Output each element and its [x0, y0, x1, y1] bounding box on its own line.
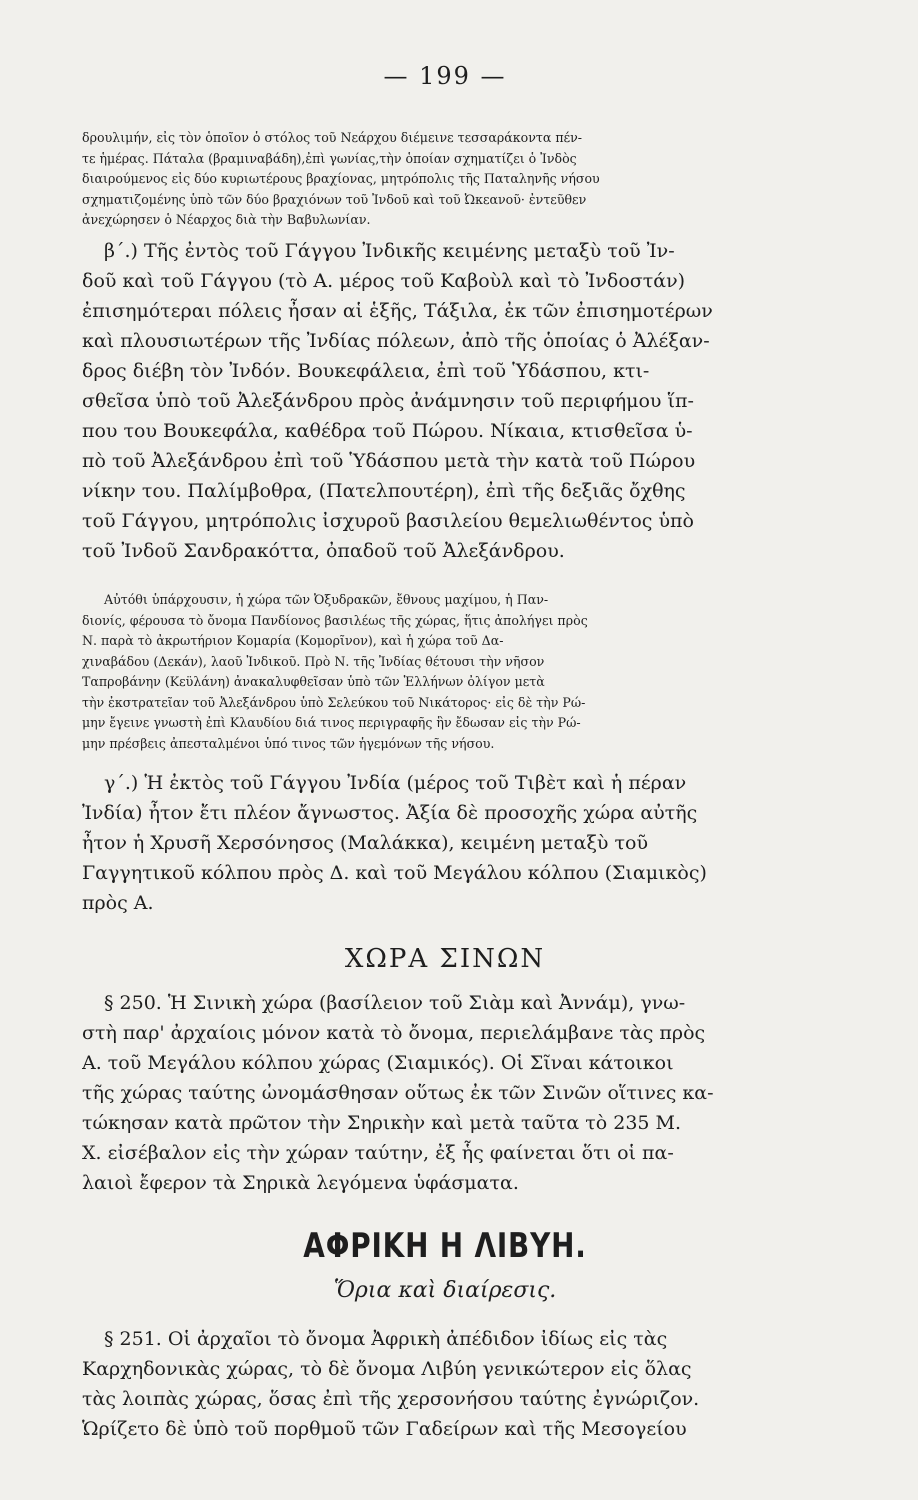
- text-line: Καρχηδονικὰς χώρας, τὸ δὲ ὄνομα Λιβύη γενικώτερον εἰς ὅλας: [82, 1358, 692, 1380]
- paragraph-india-beyond-ganges: [82, 768, 812, 918]
- text-line: διονίς, φέρουσα τὸ ὄνομα Πανδίονος βασιλέως τῆς χώρας, ἥτις ἀπολήγει πρὸς: [82, 612, 588, 628]
- text-line: ἦτον ἡ Χρυσῆ Χερσόνησος (Μαλάκκα), κειμένη μεταξὺ τοῦ: [82, 832, 649, 854]
- text-line: ἀνεχώρησεν ὁ Νέαρχος διὰ τὴν Βαβυλωνίαν.: [82, 212, 371, 227]
- text-line: τὰς λοιπὰς χώρας, ὅσας ἐπὶ τῆς χερσονήσου ταύτης ἐγνώριζον.: [82, 1388, 700, 1410]
- text-line: σθεῖσα ὑπὸ τοῦ Ἀλεξάνδρου πρὸς ἀνάμνησιν τοῦ περιφήμου ἵπ-: [82, 390, 694, 412]
- book-page: [60, 0, 830, 1500]
- text-line: Αὐτόθι ὑπάρχουσιν, ἡ χώρα τῶν Ὀξυδρακῶν, ἔθνους μαχίμου, ἡ Παν-: [104, 592, 549, 607]
- text-line: § 251. Οἱ ἀρχαῖοι τὸ ὄνομα Ἀφρικὴ ἀπέδιδον ἰδίως εἰς τὰς: [104, 1328, 668, 1350]
- text-line: Ὡρίζετο δὲ ὑπὸ τοῦ πορθμοῦ τῶν Γαδείρων καὶ τῆς Μεσογείου: [82, 1418, 687, 1440]
- text-line: καὶ πλουσιωτέρων τῆς Ἰνδίας πόλεων, ἀπὸ τῆς ὁποίας ὁ Ἀλέξαν-: [82, 330, 710, 352]
- text-line: μην ἔγεινε γνωστὴ ἐπὶ Κλαυδίου διά τινος περιγραφῆς ἣν ἔδωσαν εἰς τὴν Ρώ-: [82, 715, 581, 730]
- text-line: § 250. Ἡ Σινικὴ χώρα (βασίλειον τοῦ Σιὰμ καὶ Ἀννάμ), γνω-: [104, 992, 686, 1014]
- text-line: γ΄.) Ἡ ἐκτὸς τοῦ Γάγγου Ἰνδία (μέρος τοῦ Τιβὲτ καὶ ἡ πέραν: [104, 772, 687, 794]
- text-line: δοῦ καὶ τοῦ Γάγγου (τὸ Α. μέρος τοῦ Καβοὺλ καὶ τὸ Ἰνδοστάν): [82, 270, 686, 292]
- paragraph-india-within-ganges: [82, 236, 812, 566]
- text-line: χιναβάδου (Δεκάν), λαοῦ Ἰνδικοῦ. Πρὸ Ν. τῆς Ἰνδίας θέτουσι τὴν νῆσον: [82, 653, 545, 669]
- text-line: Α. τοῦ Μεγάλου κόλπου χώρας (Σιαμικός). Οἱ Σῖναι κάτοικοι: [82, 1052, 674, 1074]
- text-line: τοῦ Γάγγου, μητρόπολις ἰσχυροῦ βασιλείου θεμελιωθέντος ὑπὸ: [82, 510, 694, 532]
- text-line: Γαγγητικοῦ κόλπου πρὸς Δ. καὶ τοῦ Μεγάλου κόλπου (Σιαμικὸς): [82, 862, 707, 884]
- text-line: τώκησαν κατὰ πρῶτον τὴν Σηρικὴν καὶ μετὰ ταῦτα τὸ 235 Μ.: [82, 1112, 682, 1134]
- paragraph-patala: [82, 128, 812, 231]
- subheading-boundaries: Ὅρια καὶ διαίρεσις.: [333, 1278, 557, 1303]
- text-line: Χ. εἰσέβαλον εἰς τὴν χώραν ταύτην, ἐξ ἧς φαίνεται ὅτι οἱ πα-: [82, 1142, 674, 1164]
- text-line: λαιοὶ ἔφερον τὰ Σηρικὰ λεγόμενα ὑφάσματα.: [82, 1172, 519, 1194]
- text-line: δρος διέβη τὸν Ἰνδόν. Βουκεφάλεια, ἐπὶ τοῦ Ὑδάσπου, κτι-: [82, 360, 650, 382]
- section-heading-africa: ΑΦΡΙΚΗ Η ΛΙΒΥΗ.: [303, 1226, 587, 1266]
- page-number: — 199 —: [383, 62, 507, 90]
- text-line: β΄.) Τῆς ἐντὸς τοῦ Γάγγου Ἰνδικῆς κειμένης μεταξὺ τοῦ Ἰν-: [104, 240, 675, 262]
- text-line: τε ἡμέρας. Πάταλα (βραμιναβάδη),ἐπὶ γωνίας,τὴν ὁποίαν σχηματίζει ὁ Ἰνδὸς: [82, 150, 577, 166]
- text-line: Ν. παρὰ τὸ ἀκρωτήριον Κομαρία (Κομορῖνον), καὶ ἡ χώρα τοῦ Δα-: [82, 633, 504, 648]
- text-line: ἐπισημότεραι πόλεις ἦσαν αἱ ἑξῆς, Τάξιλα, ἐκ τῶν ἐπισημοτέρων: [82, 300, 713, 322]
- text-line: πὸ τοῦ Ἀλεξάνδρου ἐπὶ τοῦ Ὑδάσπου μετὰ τὴν κατὰ τοῦ Πώρου: [82, 450, 696, 472]
- text-line: νίκην του. Παλίμβοθρα, (Πατελπουτέρη), ἐπὶ τῆς δεξιᾶς ὄχθης: [82, 480, 686, 502]
- text-line: δρουλιμήν, εἰς τὸν ὁποῖον ὁ στόλος τοῦ Νεάρχου διέμεινε τεσσαράκοντα πέν-: [82, 130, 583, 145]
- paragraph-section-251: [82, 1324, 812, 1444]
- text-line: τὴν ἐκστρατεῖαν τοῦ Ἀλεξάνδρου ὑπὸ Σελεύκου τοῦ Νικάτορος· εἰς δὲ τὴν Ρώ-: [82, 694, 586, 710]
- text-line: στὴ παρ' ἀρχαίοις μόνον κατὰ τὸ ὄνομα, περιελάμβανε τὰς πρὸς: [82, 1022, 706, 1044]
- text-line: μην πρέσβεις ἀπεσταλμένοι ὑπό τινος τῶν ἡγεμόνων τῆς νήσου.: [82, 735, 495, 751]
- paragraph-section-250: [82, 988, 812, 1198]
- text-line: πρὸς Α.: [82, 892, 154, 914]
- text-line: τοῦ Ἰνδοῦ Σανδρακόττα, ὀπαδοῦ τοῦ Ἀλεξάνδρου.: [82, 540, 565, 562]
- paragraph-oxydrakai: [82, 590, 812, 754]
- text-line: διαιρούμενος εἰς δύο κυριωτέρους βραχίονας, μητρόπολις τῆς Παταληνῆς νήσου: [82, 171, 600, 186]
- text-line: Ἰνδία) ἦτον ἔτι πλέον ἄγνωστος. Ἀξία δὲ προσοχῆς χώρα αὐτῆς: [82, 802, 698, 824]
- section-heading-china: ΧΩΡΑ ΣΙΝΩΝ: [344, 944, 546, 974]
- text-line: που του Βουκεφάλα, καθέδρα τοῦ Πώρου. Νίκαια, κτισθεῖσα ὑ-: [82, 420, 693, 442]
- text-line: σχηματιζομένης ὑπὸ τῶν δύο βραχιόνων τοῦ Ἰνδοῦ καὶ τοῦ Ὠκεανοῦ· ἐντεῦθεν: [82, 191, 587, 207]
- text-line: Ταπροβάνην (Κεϋλάνη) ἀνακαλυφθεῖσαν ὑπὸ τῶν Ἑλλήνων ὀλίγον μετὰ: [82, 674, 545, 689]
- text-line: τῆς χώρας ταύτης ὠνομάσθησαν οὕτως ἐκ τῶν Σινῶν οἵτινες κα-: [82, 1082, 714, 1104]
